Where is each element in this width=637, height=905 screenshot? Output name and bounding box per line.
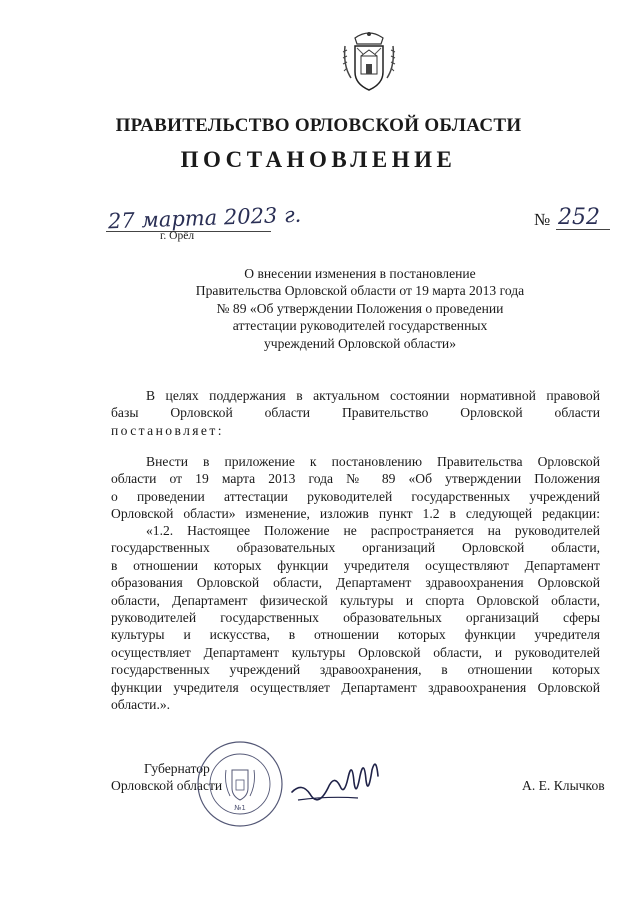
body-paragraph-2 [111, 522, 600, 713]
decree-word: постановляет: [111, 422, 224, 438]
body-paragraph-1 [111, 453, 600, 523]
signatory-region: Орловской области [111, 778, 223, 794]
official-stamp-icon [196, 740, 284, 828]
subject-line: О внесении изменения в постановление [244, 266, 476, 281]
text-line: в отношении которых функции учредителя осуществляют Департамент [111, 557, 600, 573]
number-label: № [534, 210, 551, 229]
signature-icon [288, 752, 384, 812]
text-line: образования Орловской области, Департамент здравоохранения Орловской [111, 575, 600, 591]
text-line: области от 19 марта 2013 года № 89 «Об утверждении Положения [111, 471, 600, 487]
subject-line: № 89 «Об утверждении Положения о проведении [216, 300, 504, 316]
text-line: Внести в приложение к постановлению Правительства Орловской [146, 454, 600, 469]
subject-line: аттестации руководителей государственных [232, 318, 488, 334]
handwritten-date: 27 марта 2023 г. [107, 202, 302, 234]
document-type-title: ПОСТАНОВЛЕНИЕ [180, 147, 457, 172]
preamble-paragraph [111, 387, 600, 439]
handwritten-number: 252 [558, 205, 600, 230]
text-line: осуществляет Департамент культуры Орловской области, и руководителей [111, 644, 600, 660]
text-line: «1.2. Настоящее Положение не распространяется на руководителей [146, 523, 600, 538]
text-line: руководителей государственных образовательных организаций сферы [111, 610, 600, 626]
number-underline [556, 229, 610, 230]
subject-line: учреждений Орловской области» [263, 335, 457, 351]
signatory-name: А. Е. Клычков [522, 778, 605, 793]
text-line: области, Департамент физической культуры и спорта Орловской области, [111, 592, 600, 608]
document-subject [150, 265, 570, 352]
signatory-position: Губернатор [144, 761, 210, 776]
text-line: о проведении аттестации руководителей государственных учреждений [111, 488, 600, 504]
subject-line: Правительства Орловской области от 19 марта 2013 года [195, 283, 525, 299]
text-line: базы Орловской области Правительство Орловской области [111, 405, 600, 421]
coat-of-arms-icon [341, 26, 397, 94]
text-line: области.». [111, 697, 171, 713]
organization-title: ПРАВИТЕЛЬСТВО ОРЛОВСКОЙ ОБЛАСТИ [115, 115, 522, 136]
text-line: Орловской области» изменение, изложив пункт 1.2 в следующей редакции: [111, 506, 600, 522]
stamp-number: №1 [234, 804, 246, 812]
city-label: г. Орёл [160, 230, 195, 242]
text-line: В целях поддержания в актуальном состоянии нормативной правовой [146, 388, 600, 403]
text-line: культуры и искусства, в отношении которых функции учредителя [111, 627, 600, 643]
text-line: государственных образовательных организаций Орловской области, [111, 540, 600, 556]
text-line: государственных учреждений здравоохранения, в отношении которых [111, 662, 600, 678]
text-line: функции учредителя осуществляет Департамент здравоохранения Орловской [111, 679, 600, 695]
